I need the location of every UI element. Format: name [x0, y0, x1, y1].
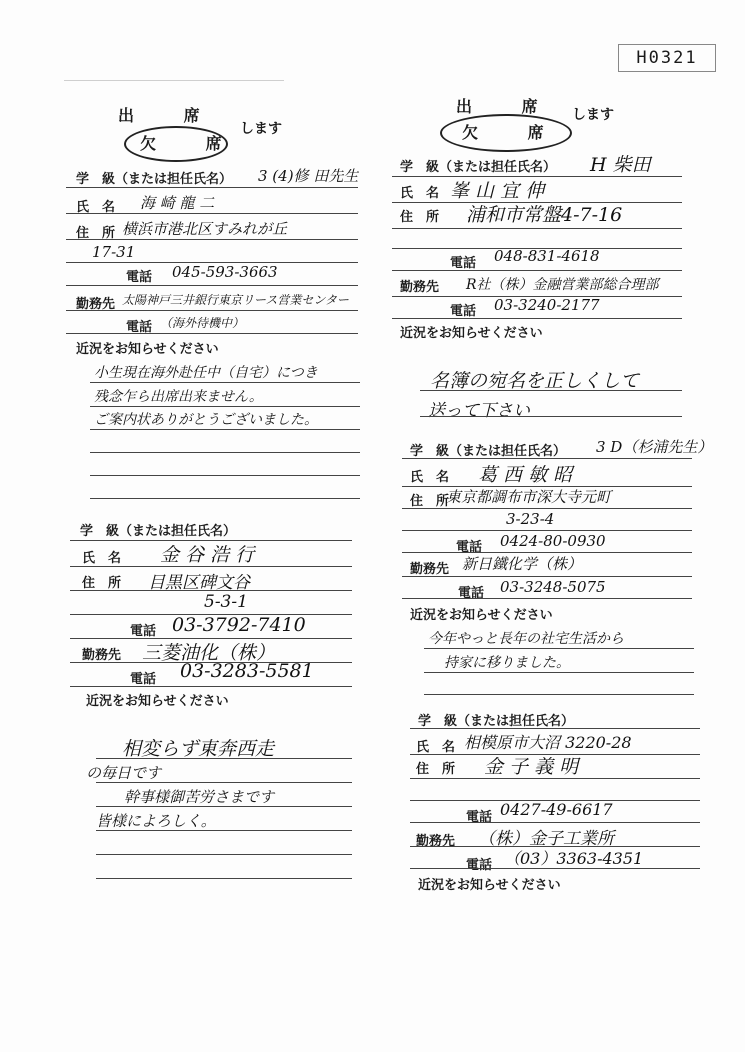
rule [66, 213, 358, 214]
shimasu-label: します [572, 107, 614, 123]
class-label: 学 級（または担任氏名） [80, 524, 237, 539]
news-line: 皆様によろしく。 [96, 812, 216, 830]
class-label: 学 級（または担任氏名） [418, 714, 575, 729]
rule [402, 598, 692, 599]
workplace-label: 勤務先 [82, 648, 122, 663]
work-phone-label: 電話 [126, 320, 153, 335]
phone-label: 電話 [126, 270, 153, 285]
rule [66, 187, 358, 188]
rule [410, 728, 700, 729]
rule [66, 239, 358, 240]
attend-heading: 出 席 [118, 106, 222, 125]
address-line2: 5-3-1 [204, 592, 248, 612]
name-label: 氏 名 [82, 551, 122, 566]
name-label: 氏 名 [410, 470, 450, 485]
rule [402, 576, 692, 577]
workplace-label: 勤務先 [400, 280, 440, 295]
workplace-value: 太陽神戸三井銀行東京リース営業センター [122, 293, 349, 307]
rule [96, 854, 352, 855]
rule [96, 782, 352, 783]
workplace-value: （株）金子工業所 [478, 829, 614, 849]
phone-value: 045-593-3663 [172, 263, 278, 281]
rule [70, 590, 352, 591]
rule [392, 318, 682, 319]
class-label: 学 級（または担任氏名） [76, 172, 233, 187]
workplace-value: R社（株）金融営業部総合理部 [466, 277, 659, 293]
news-label: 近況をお知らせください [400, 326, 543, 341]
address-line2: 3-23-4 [506, 510, 555, 528]
work-phone-label: 電話 [130, 672, 157, 687]
work-phone-value: 03-3283-5581 [180, 660, 314, 682]
address-value: 東京都調布市深大寺元町 [446, 488, 612, 506]
news-label: 近況をお知らせください [76, 342, 219, 357]
news-line: 相変らず東奔西走 [122, 738, 275, 760]
workplace-value: 新日鐵化学（株） [462, 555, 583, 573]
rule [90, 498, 360, 499]
rule [410, 868, 700, 869]
workplace-value: 三菱油化（株） [142, 642, 276, 664]
news-label: 近況をお知らせください [86, 694, 229, 709]
rule [392, 228, 682, 229]
phone-value: 03-3792-7410 [172, 614, 306, 636]
news-line: 今年やっと長年の社宅生活から [428, 631, 624, 647]
work-phone-value: （03）3363-4351 [504, 849, 644, 868]
news-line: 残念乍ら出席出来ません。 [94, 389, 263, 405]
news-line: 名簿の宛名を正しくして [430, 370, 640, 392]
top-divider [64, 80, 284, 81]
name-label: 氏 名 [400, 186, 440, 201]
rule [90, 406, 360, 407]
rule [96, 758, 352, 759]
phone-value: 0427-49-6617 [500, 800, 613, 819]
name-value: 峯 山 宜 伸 [450, 180, 545, 202]
rule [424, 648, 694, 649]
rule [424, 694, 694, 695]
phone-label: 電話 [456, 540, 483, 555]
work-phone-value: （海外待機中） [160, 316, 245, 330]
class-value: 3 (4)修 田先生 [258, 167, 359, 185]
work-phone-label: 電話 [458, 586, 485, 601]
rule [66, 333, 358, 334]
rule [392, 270, 682, 271]
class-label: 学 級（または担任氏名） [400, 160, 557, 175]
class-value: 3 D（杉浦先生） [596, 438, 713, 456]
phone-value: 0424-80-0930 [500, 532, 606, 550]
rule [90, 429, 360, 430]
address-value: 金 子 義 明 [484, 756, 579, 778]
rule [96, 830, 352, 831]
address-line2: 17-31 [92, 243, 136, 261]
rule [70, 566, 352, 567]
class-value: H 柴田 [590, 154, 651, 176]
address-label: 住 所 [400, 210, 440, 225]
rule [66, 285, 358, 286]
rule [90, 475, 360, 476]
document-id: H0321 [618, 44, 716, 72]
news-line: 幹事様御苦労さまです [124, 788, 275, 806]
news-line: 持家に移りました。 [444, 655, 570, 671]
address-value: 横浜市港北区すみれが丘 [122, 220, 288, 238]
rule [402, 530, 692, 531]
name-value: 金 谷 浩 行 [160, 544, 255, 566]
name-label: 氏 名 [76, 200, 116, 215]
rule [402, 458, 692, 459]
rule [70, 686, 352, 687]
address-value: 目黒区碑文谷 [148, 573, 250, 593]
rule [90, 452, 360, 453]
news-label: 近況をお知らせください [418, 878, 561, 893]
attend-heading: 出 席 [456, 97, 560, 116]
workplace-label: 勤務先 [410, 562, 450, 577]
news-line: ご案内状ありがとうございました。 [94, 412, 318, 428]
rule [66, 310, 358, 311]
address-value: 浦和市常盤4-7-16 [466, 204, 623, 226]
absent-heading: 欠 席 [462, 123, 566, 142]
address-label: 住 所 [410, 494, 450, 509]
workplace-label: 勤務先 [76, 297, 116, 312]
rule [90, 382, 360, 383]
rule [96, 806, 352, 807]
shimasu-label: します [240, 121, 282, 137]
rule [410, 778, 700, 779]
rule [410, 822, 700, 823]
name-label: 氏 名 [416, 740, 456, 755]
work-phone-value: 03-3240-2177 [494, 296, 600, 314]
work-phone-label: 電話 [466, 858, 493, 873]
address-label: 住 所 [82, 576, 122, 591]
name-value: 相模原市大沼 3220-28 [464, 733, 632, 752]
news-label: 近況をお知らせください [410, 608, 553, 623]
news-line: 送って下さい [428, 401, 530, 421]
rule [424, 672, 694, 673]
address-label: 住 所 [416, 762, 456, 777]
work-phone-value: 03-3248-5075 [500, 578, 606, 596]
address-label: 住 所 [76, 226, 116, 241]
workplace-label: 勤務先 [416, 834, 456, 849]
news-line: 小生現在海外赴任中（自宅）につき [94, 365, 318, 381]
name-value: 葛 西 敏 昭 [478, 464, 573, 486]
news-line: の毎日です [86, 764, 162, 782]
rule [420, 416, 682, 417]
phone-label: 電話 [466, 810, 493, 825]
phone-value: 048-831-4618 [494, 247, 600, 265]
absent-heading: 欠 席 [140, 134, 244, 153]
class-label: 学 級（または担任氏名） [410, 444, 567, 459]
phone-label: 電話 [130, 624, 157, 639]
rule [420, 390, 682, 391]
phone-label: 電話 [450, 256, 477, 271]
rule [402, 508, 692, 509]
work-phone-label: 電話 [450, 304, 477, 319]
name-value: 海 崎 龍 二 [140, 194, 215, 212]
rule [96, 878, 352, 879]
